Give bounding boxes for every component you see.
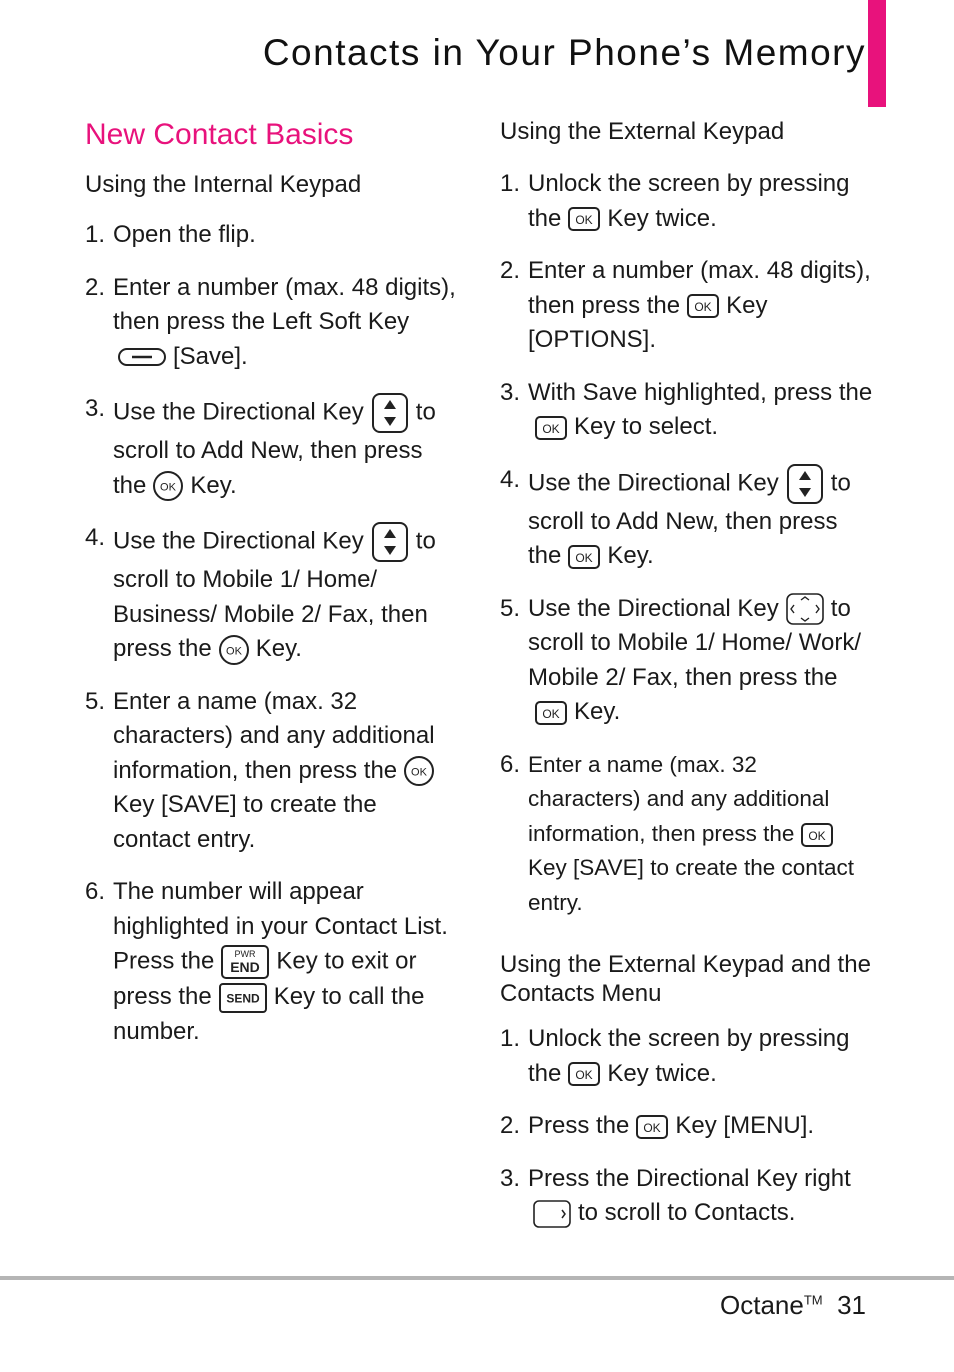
ok-key-label: OK	[643, 1120, 662, 1135]
step-number: 6.	[85, 878, 106, 905]
step-number: 1.	[500, 170, 521, 197]
step-text	[528, 254, 875, 358]
step-text-part: Use the Directional Key	[113, 527, 364, 555]
footer	[720, 1290, 866, 1321]
send-label: SEND	[226, 991, 260, 1006]
menu-option: Mobile 1/ Home/ Work/ Mobile 2/ Fax,	[528, 629, 861, 691]
step-3	[85, 392, 460, 503]
directional-key-up-down-icon	[370, 521, 410, 563]
step-number: 5.	[500, 594, 521, 622]
ok-key-label: OK	[575, 1068, 594, 1083]
step-text-part: Press the	[528, 1112, 630, 1140]
directional-key-four-way-icon	[785, 592, 825, 626]
step-text-part: The number will appear highlighted in your Contact List. Press the	[113, 878, 448, 975]
step-text-part: , then press the	[528, 507, 838, 569]
step-text-part: , then press the	[113, 437, 423, 499]
menu-step-2	[500, 1109, 875, 1144]
step-text-part: to create the contact entry.	[113, 791, 377, 853]
step-number: 1.	[85, 221, 106, 248]
ok-key-square-icon	[635, 1113, 669, 1141]
menu-option: Add New	[201, 437, 298, 464]
ok-key-label: OK	[160, 481, 177, 494]
step-number: 3.	[500, 1164, 521, 1192]
step-text	[528, 376, 875, 445]
ext-step-1	[500, 167, 875, 236]
step-text	[528, 592, 875, 730]
step-text-part: Key to select.	[574, 413, 719, 440]
step-5	[85, 685, 460, 858]
step-number: 2.	[500, 1112, 521, 1140]
ok-key-round-icon	[218, 634, 250, 666]
step-text	[113, 875, 460, 1049]
pwr-label: PWR	[234, 949, 256, 959]
step-text-part: Key.	[574, 698, 621, 726]
step-text-part: to scroll to	[113, 398, 436, 464]
step-number: 5.	[85, 687, 106, 715]
ext-step-6	[500, 748, 875, 921]
trademark-mark: TM	[803, 1292, 823, 1308]
footer-brand: Octane	[720, 1290, 804, 1320]
step-number: 3.	[85, 395, 106, 422]
footer-rule	[0, 1276, 954, 1280]
step-text	[113, 392, 460, 503]
directional-key-up-down-icon	[370, 392, 410, 434]
step-text-part: to scroll to	[578, 1199, 688, 1227]
page-title: Contacts in Your Phone’s Memory	[262, 32, 866, 73]
ext-step-5	[500, 592, 875, 730]
ok-key-round-icon	[403, 755, 435, 787]
step-text-part: to scroll to	[113, 527, 436, 593]
step-text-part: to scroll to	[528, 594, 851, 657]
step-text-part: Use the Directional Key	[528, 594, 779, 622]
ok-key-round-icon	[152, 470, 184, 502]
menu-step-3	[500, 1162, 875, 1231]
step-4	[85, 521, 460, 667]
page-number: 31	[837, 1290, 866, 1320]
ok-key-label: OK	[411, 766, 428, 779]
section-heading: New Contact Basics	[85, 118, 354, 151]
step-text-part: Use the Directional Key	[528, 468, 779, 496]
section-tab-bar	[868, 0, 886, 107]
step-2	[85, 271, 460, 375]
ok-key-square-icon	[534, 414, 568, 442]
step-number: 4.	[500, 465, 521, 493]
step-text	[528, 463, 875, 574]
end-label: END	[230, 959, 261, 975]
step-text-part: to create the contact entry.	[528, 855, 855, 915]
ext-step-4	[500, 463, 875, 574]
step-text-part: With Save highlighted, press the	[528, 378, 873, 406]
step-text-part: .	[788, 1199, 796, 1227]
step-text	[528, 167, 875, 236]
step-text-part: then press the	[685, 663, 838, 691]
ok-key-label: OK	[575, 213, 594, 228]
ok-key-square-icon	[800, 821, 834, 849]
contacts-menu-subheading: Using the External Keypad and the Contacts Menu	[500, 951, 871, 1008]
step-text-part: Key to call the number.	[113, 983, 425, 1045]
save-label: [SAVE]	[573, 855, 644, 881]
step-text-part: .	[241, 342, 248, 370]
step-text: Open the flip.	[113, 221, 256, 248]
menu-label: [MENU]	[723, 1112, 808, 1140]
step-number: 2.	[85, 273, 106, 301]
left-soft-key-icon	[117, 346, 167, 368]
ok-key-square-icon	[534, 699, 568, 727]
ok-key-label: OK	[575, 550, 594, 565]
step-text	[528, 1162, 875, 1231]
step-text-part: Unlock the screen by pressing the	[528, 1025, 850, 1087]
ok-key-square-icon	[567, 543, 601, 571]
ext-step-2	[500, 254, 875, 358]
step-text	[528, 1109, 875, 1144]
menu-step-1	[500, 1022, 875, 1091]
ok-key-label: OK	[225, 645, 242, 658]
step-text-part: Enter a name (max. 32 characters) and any additional information, then press the	[528, 751, 830, 846]
step-text-part: Key.	[255, 635, 302, 662]
end-key-icon	[220, 944, 270, 980]
ok-key-label: OK	[694, 300, 712, 315]
ok-key-label: OK	[808, 828, 827, 843]
step-text-part: Press the Directional Key right	[528, 1164, 851, 1192]
internal-keypad-subheading: Using the Internal Keypad	[85, 171, 362, 198]
menu-option: Add New	[616, 507, 713, 535]
menu-option: Mobile 1/ Home/ Business/ Mobile 2/ Fax,	[113, 566, 378, 628]
step-number: 3.	[500, 378, 521, 406]
step-text-part: .	[807, 1112, 815, 1140]
step-number: 4.	[85, 524, 106, 551]
ok-key-label: OK	[542, 421, 560, 436]
step-text	[113, 521, 460, 667]
right-column	[500, 114, 875, 1231]
step-text-part: Unlock the screen by pressing the	[528, 170, 850, 232]
ok-key-square-icon	[567, 205, 601, 233]
step-text-part: Use the Directional Key	[113, 398, 364, 426]
step-text-part: Key.	[190, 471, 237, 499]
step-text-part: Key	[726, 291, 768, 319]
step-6	[85, 875, 460, 1049]
directional-key-right-icon	[532, 1198, 572, 1230]
left-column	[85, 114, 460, 1049]
step-text-part: Key	[528, 855, 567, 881]
save-label: [SAVE]	[161, 791, 237, 818]
step-text-part: Enter a number (max. 48 digits), then press the	[528, 257, 871, 319]
options-label: [OPTIONS]	[528, 326, 650, 353]
ext-step-3	[500, 376, 875, 445]
step-text	[528, 748, 875, 921]
step-number: 6.	[500, 750, 521, 778]
step-1	[85, 218, 460, 253]
step-text-part: Key to exit or press the	[113, 947, 417, 1010]
ok-key-label: OK	[542, 706, 560, 721]
step-text-part: .	[649, 326, 657, 353]
save-label: [Save]	[173, 342, 242, 370]
step-text-part: to scroll to	[528, 468, 851, 535]
step-text-part: Key twice.	[607, 204, 717, 232]
external-keypad-subheading: Using the External Keypad	[500, 118, 785, 145]
step-text	[528, 1022, 875, 1091]
step-text	[113, 685, 460, 858]
step-text-part: Enter a name (max. 32 characters) and any additional information, then press the	[113, 687, 435, 784]
step-number: 1.	[500, 1025, 521, 1053]
directional-key-up-down-icon	[785, 463, 825, 505]
step-text-part: then press the	[113, 600, 428, 662]
step-text-part: Key.	[607, 542, 654, 569]
ok-key-square-icon	[567, 1060, 601, 1088]
step-text-part: Enter a number (max. 48 digits), then press the Left Soft Key	[113, 273, 456, 335]
step-text-part: Key twice.	[607, 1059, 717, 1087]
step-text-part: Key	[675, 1112, 717, 1140]
step-number: 2.	[500, 257, 521, 284]
step-text-part: Key	[113, 791, 155, 818]
ok-key-square-icon	[686, 292, 720, 320]
menu-option: Contacts	[694, 1199, 789, 1227]
send-key-icon	[218, 982, 268, 1014]
step-text	[113, 271, 460, 375]
